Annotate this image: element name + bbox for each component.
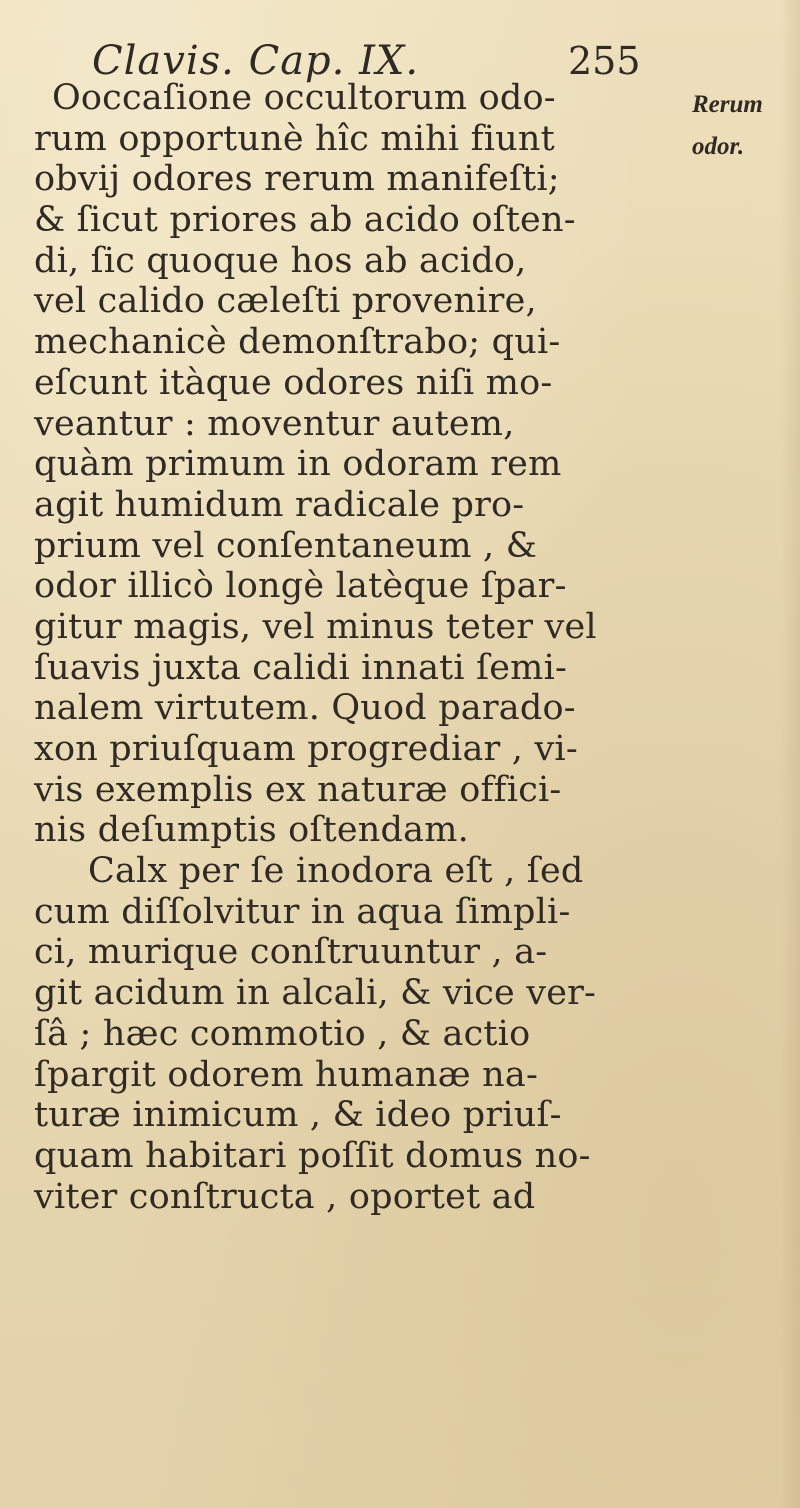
text-line: eſcunt itàque odores niſi mo- xyxy=(34,362,553,403)
text-line: obvij odores rerum manifeſti; xyxy=(34,159,560,200)
text-line: viter conſtructa , oportet ad xyxy=(34,1176,536,1217)
running-head: Clavis. Cap. IX. xyxy=(92,38,420,84)
text-line: agit humidum radicale pro- xyxy=(34,484,525,525)
text-line: ſpargit odorem humanæ na- xyxy=(34,1054,538,1095)
text-line: Calx per ſe inodora eſt , ſed xyxy=(88,851,584,892)
text-line: nis deſumptis oſtendam. xyxy=(34,810,469,851)
text-line: gitur magis, vel minus teter vel xyxy=(34,606,597,647)
text-line: prium vel conſentaneum , & xyxy=(34,525,538,566)
text-line: mechanicè demonſtrabo; qui- xyxy=(34,322,561,363)
marginal-note-line-1: Rerum xyxy=(692,91,763,118)
text-line: ſuavis juxta calidi innati ſemi- xyxy=(34,647,567,688)
text-line: & ſicut priores ab acido oſten- xyxy=(34,200,576,241)
page-number: 255 xyxy=(568,39,641,83)
text-line: rum opportunè hîc mihi fiunt xyxy=(34,118,555,159)
text-line: xon priuſquam progrediar , vi- xyxy=(34,729,578,769)
body-text xyxy=(34,78,724,1217)
text-line: ci, murique conſtruuntur , a- xyxy=(34,932,548,973)
text-line: ſâ ; hæc commotio , & actio xyxy=(34,1013,531,1054)
text-line: Ooccaſione occultorum odo- xyxy=(52,78,556,118)
text-line: di, ſic quoque hos ab acido, xyxy=(34,240,527,281)
text-line: veantur : moventur autem, xyxy=(34,403,515,444)
marginal-note-line-2: odor. xyxy=(692,133,745,160)
text-line: vel calido cæleſti provenire, xyxy=(34,281,537,322)
text-line: quam habitari poſſit domus no- xyxy=(34,1135,591,1176)
text-line: quàm primum in odoram rem xyxy=(34,444,562,485)
text-line: git acidum in alcali, & vice ver- xyxy=(34,973,597,1014)
page-edge-shadow xyxy=(780,0,800,1508)
text-line: turæ inimicum , & ideo priuſ- xyxy=(34,1095,562,1136)
text-line: cum diſſolvitur in aqua ſimpli- xyxy=(34,891,571,932)
text-line: odor illicò longè latèque ſpar- xyxy=(34,566,567,607)
text-line: nalem virtutem. Quod parado- xyxy=(34,688,576,729)
text-line: vis exemplis ex naturæ offici- xyxy=(34,769,562,810)
